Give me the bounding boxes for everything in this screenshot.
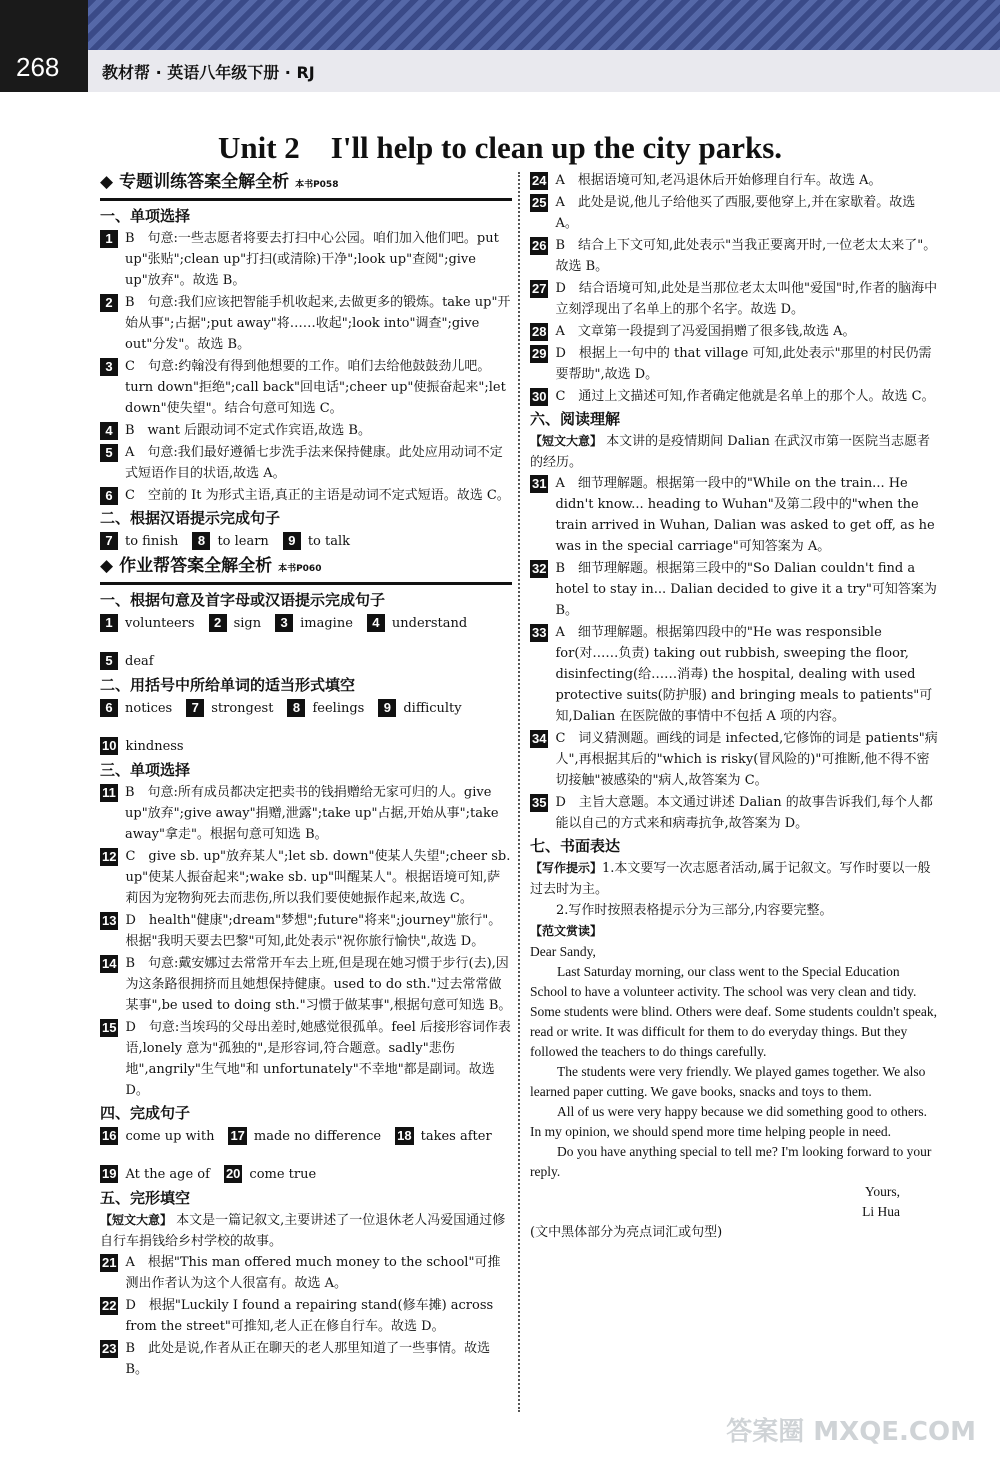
question-number: 5	[100, 652, 118, 670]
subsection-title: 七、书面表达	[530, 837, 621, 855]
question-number: 26	[532, 238, 547, 253]
answer-text: D 主旨大意题。本文通过讲述 Dalian 的故事告诉我们,每个人都能以自己的方式来和病毒抗争,故答案为 D。	[555, 795, 933, 831]
answer-item	[530, 473, 940, 557]
answer-text: deaf	[125, 654, 154, 669]
answer-item	[530, 235, 940, 277]
answer-text: feelings	[312, 701, 365, 716]
model-essay-tag: 【范文赏读】	[530, 924, 603, 938]
answer-text: C give sb. up"放弃某人";let sb. down"使某人失望";cheer sb. up"使某人振奋起来";wake sb. up"叫醒某人"。根据语境可知,萨莉因为宠物狗死去而悲伤,所以我们要使她振作起来,故选 C。	[125, 849, 511, 906]
question-number: 25	[532, 195, 547, 210]
answer-text: B 结合上下文可知,此处表示"当我正要离开时,一位老太太来了"。故选 B。	[555, 238, 937, 274]
question-number: 18	[397, 1128, 412, 1143]
answer-text: B 句意:一些志愿者将要去打扫中心公园。咱们加入他们吧。put up"张贴";clean up"打扫(或清除)干净";look up"查阅";give up"放弃"。故选 B。	[125, 231, 499, 288]
answer-item	[100, 1295, 512, 1337]
section-header-1: ◆ 专题训练答案全解全析 本书P058	[100, 172, 512, 201]
question-number: 21	[102, 1255, 117, 1270]
answer-text: D 结合语境可知,此处是当那位老太太叫他"爱国"时,作者的脑海中立刻浮现出了名单上的那个名字。故选 D。	[555, 281, 938, 317]
answer-item	[530, 192, 940, 234]
answer-text: made no difference	[253, 1129, 382, 1144]
essay-paragraph: All of us were very happy because we did something good to others. In my opinion, we should spend more time helping people in need.	[530, 1104, 928, 1139]
question-number: 4	[100, 422, 118, 440]
page-header	[0, 0, 1000, 92]
subsection-title: 四、完成句子	[100, 1104, 191, 1122]
answer-text: At the age of	[125, 1167, 210, 1182]
answer-item	[275, 612, 353, 636]
answer-item	[100, 910, 512, 952]
answer-item	[100, 1163, 210, 1187]
question-number: 15	[102, 1020, 117, 1035]
answer-item	[530, 792, 940, 834]
answer-text: kindness	[125, 739, 184, 754]
answer-item	[530, 278, 940, 320]
question-number: 7	[100, 532, 118, 550]
answer-text: D 根据上一句中的 that village 可知,此处表示"那里的村民仍需要帮助",故选 D。	[555, 346, 932, 382]
answer-text: A 细节理解题。根据第四段中的"He was responsible for(对……负责) taking out rubbish, sweeping the floor, disinfecting(给……消毒) the hospital, dealing with used protective suits(防护服) and bringing meals to patients"可知,Dalian 在医院做的事情中不包括 A 项的内容。	[555, 625, 933, 724]
answer-text: notices	[125, 701, 173, 716]
essay-greeting: Dear Sandy,	[530, 944, 596, 959]
answer-text: B 句意:所有成员都决定把卖书的钱捐赠给无家可归的人。give up"放弃";give away"捐赠,泄露";take up"占据,开始从事";take away"拿走"。根据句意可知选 B。	[125, 785, 499, 842]
answer-item	[100, 530, 178, 554]
question-number: 16	[102, 1128, 117, 1143]
reading-summary: 【短文大意】 本文讲的是疫情期间 Dalian 在武汉市第一医院当志愿者的经历。	[530, 434, 931, 470]
answer-item	[100, 697, 172, 721]
question-number: 31	[532, 476, 547, 491]
question-number: 1	[100, 614, 118, 632]
question-number: 22	[102, 1298, 117, 1313]
subsection-title: 六、阅读理解	[530, 410, 621, 428]
answer-item	[530, 386, 940, 407]
subsection-title: 五、完形填空	[100, 1189, 191, 1207]
answer-item	[100, 292, 512, 355]
question-number: 8	[192, 532, 210, 550]
question-number: 20	[225, 1166, 241, 1181]
answer-item	[192, 530, 268, 554]
answer-row	[100, 612, 512, 674]
answer-item	[100, 1338, 512, 1380]
answer-item	[100, 442, 512, 484]
question-number: 14	[102, 956, 117, 971]
answer-item	[100, 420, 512, 441]
answer-list	[100, 1252, 512, 1380]
answer-text: A 句意:我们最好遵循七步洗手法来保持健康。此处应用动词不定式短语作目的状语,故选 A。	[125, 445, 503, 481]
essay-closing: Yours,	[864, 1184, 900, 1199]
essay-note: (文中黑体部分为亮点词汇或句型)	[530, 1225, 723, 1240]
page-number: 268	[0, 0, 88, 92]
question-number: 7	[186, 699, 204, 717]
question-number: 2	[209, 614, 227, 632]
essay-paragraph: Do you have anything special to tell me? I'm looking forward to your reply.	[530, 1144, 932, 1179]
answer-item	[100, 1125, 214, 1149]
book-title: 教材帮 · 英语八年级下册 · RJ	[88, 50, 1000, 92]
question-number: 10	[102, 738, 117, 753]
answer-item	[100, 650, 154, 674]
answer-text: B want 后跟动词不定式作宾语,故选 B。	[125, 423, 371, 438]
answer-text: A 此处是说,他儿子给他买了西服,要他穿上,并在家歇着。故选 A。	[555, 195, 916, 231]
answer-item	[530, 170, 940, 191]
watermark-logo: 答案圈 MXQE.COM	[726, 1417, 976, 1447]
answer-text: imagine	[300, 616, 353, 631]
question-number: 29	[532, 346, 547, 361]
answer-item	[100, 735, 184, 759]
answer-text: understand	[391, 616, 468, 631]
essay-signature: Li Hua	[862, 1204, 900, 1219]
writing-tip-2: 2.写作时按照表格提示分为三部分,内容要完整。	[556, 903, 833, 918]
answer-text: strongest	[211, 701, 274, 716]
answer-text: B 句意:我们应该把智能手机收起来,去做更多的锻炼。take up"开始从事";占据";put away"将……收起";look into"调查";give out"分发"。故选 B。	[125, 295, 511, 352]
answer-text: to finish	[125, 534, 179, 549]
answer-item	[530, 558, 940, 621]
answer-item	[186, 697, 273, 721]
question-number: 4	[367, 614, 385, 632]
question-number: 9	[378, 699, 396, 717]
answer-list	[100, 782, 512, 1101]
question-number: 13	[102, 913, 117, 928]
answer-text: A 细节理解题。根据第一段中的"While on the train... He didn't know... heading to Wuhan"及第二段中的"when the train arrived in Wuhan, Dalian was asked to get off, as he was in the special carriage"可知答案为 A。	[555, 476, 935, 554]
cloze-summary: 【短文大意】 本文是一篇记叙文,主要讲述了一位退休老人冯爱国通过修自行车捐钱给乡村学校的故事。	[100, 1213, 506, 1249]
question-number: 17	[230, 1128, 245, 1143]
answer-text: C 词义猜测题。画线的词是 infected,它修饰的词是 patients"病人",再根据其后的"which is risky(冒风险的)"可推断,他不得不密切接触"被感染的"病人,故答案为 C。	[555, 731, 938, 788]
question-number: 12	[102, 849, 117, 864]
question-number: 3	[100, 358, 118, 376]
question-number: 11	[100, 784, 118, 802]
question-number: 1	[100, 230, 118, 248]
answer-text: to learn	[217, 534, 269, 549]
answer-text: C 空前的 It 为形式主语,真正的主语是动词不定式短语。故选 C。	[125, 488, 510, 503]
answer-item	[100, 1252, 512, 1294]
answer-item	[228, 1125, 381, 1149]
answer-item	[530, 321, 940, 342]
question-number: 3	[275, 614, 293, 632]
answer-text: difficulty	[403, 701, 462, 716]
answer-text: takes after	[420, 1129, 492, 1144]
question-number: 34	[532, 731, 547, 746]
subsection-title: 二、根据汉语提示完成句子	[100, 509, 281, 527]
answer-item	[378, 697, 461, 721]
answer-text: come true	[249, 1167, 317, 1182]
subsection-title: 二、用括号中所给单词的适当形式填空	[100, 676, 356, 694]
question-number: 23	[102, 1341, 117, 1356]
subsection-title: 一、单项选择	[100, 207, 191, 225]
left-column	[100, 170, 512, 1381]
question-number: 9	[283, 532, 301, 550]
writing-tips: 【写作提示】1.本文要写一次志愿者活动,属于记叙文。写作时要以一般过去时为主。	[530, 861, 931, 897]
right-column	[530, 170, 940, 1243]
subsection-title: 三、单项选择	[100, 761, 191, 779]
question-number: 35	[532, 795, 547, 810]
question-number: 32	[532, 561, 547, 576]
answer-item	[100, 846, 512, 909]
unit-title: Unit 2 I'll help to clean up the city parks.	[217, 130, 783, 165]
question-number: 19	[102, 1166, 117, 1181]
answer-item	[287, 697, 364, 721]
answer-row	[100, 530, 512, 554]
question-number: 27	[532, 281, 547, 296]
subsection-title: 一、根据句意及首字母或汉语提示完成句子	[100, 591, 386, 609]
answer-text: C 句意:约翰没有得到他想要的工作。咱们去给他鼓鼓劲儿吧。turn down"拒绝";call back"回电话";cheer up"使振奋起来";let down"使失望"。结合句意可知选 C。	[125, 359, 506, 416]
question-number: 5	[100, 444, 118, 462]
answer-text: come up with	[125, 1129, 215, 1144]
essay-paragraph: Last Saturday morning, our class went to the Special Education School to have a volunteer activity. The school was very clean and tidy. Some students were blind. Others were deaf. Some students couldn't speak, read or write. It was difficult for them to do everyday things. But they followed the teachers to do things carefully.	[530, 964, 937, 1059]
answer-text: A 根据语境可知,老冯退休后开始修理自行车。故选 A。	[555, 173, 882, 188]
answer-item	[209, 612, 262, 636]
question-number: 24	[532, 173, 547, 188]
answer-text: D health"健康";dream"梦想";future"将来";journey"旅行"。根据"我明天要去巴黎"可知,此处表示"祝你旅行愉快",故选 D。	[125, 913, 502, 949]
answer-text: to talk	[307, 534, 351, 549]
answer-item	[100, 612, 195, 636]
question-number: 6	[100, 699, 118, 717]
answer-text: D 根据"Luckily I found a repairing stand(修车摊) across from the street"可推知,老人正在修自行车。故选 D。	[125, 1298, 494, 1334]
question-number: 6	[100, 487, 118, 505]
answer-item	[224, 1163, 316, 1187]
question-number: 33	[532, 625, 547, 640]
answer-list	[530, 473, 940, 834]
answer-item	[367, 612, 467, 636]
answer-list	[100, 228, 512, 506]
answer-item	[530, 622, 940, 727]
answer-text: A 文章第一段提到了冯爱国捐赠了很多钱,故选 A。	[555, 324, 856, 339]
answer-text: D 句意:当埃玛的父母出差时,她感觉很孤单。feel 后接形容词作表语,lonely 意为"孤独的",是形容词,符合题意。sadly"悲伤地",angrily"生气地"和 unfortunately"不幸地"都是副词。故选 D。	[125, 1020, 511, 1098]
answer-item	[395, 1125, 492, 1149]
answer-text: sign	[233, 616, 262, 631]
answer-text: B 此处是说,作者从正在聊天的老人那里知道了一些事情。故选 B。	[125, 1341, 491, 1377]
answer-item	[100, 485, 512, 506]
model-essay	[530, 942, 940, 1222]
answer-text: A 根据"This man offered much money to the school"可推测出作者认为这个人很富有。故选 A。	[125, 1255, 501, 1291]
answer-text: B 细节理解题。根据第三段中的"So Dalian couldn't find a hotel to stay in... Dalian decided to give it a try"可知答案为 B。	[555, 561, 937, 618]
answer-item	[530, 728, 940, 791]
essay-paragraph: The students were very friendly. We played games together. We also learned paper cutting. We gave books, snacks and toys to them.	[530, 1064, 926, 1099]
answer-item	[100, 1017, 512, 1101]
answer-text: B 句意:戴安娜过去常常开车去上班,但是现在她习惯于步行(去),因为这条路很拥挤而且她想保持健康。used to do sth."过去常常做某事",be used to doing sth."习惯于做某事",根据句意可知选 B。	[125, 956, 512, 1013]
question-number: 2	[100, 294, 118, 312]
answer-item	[100, 953, 512, 1016]
section-header-2: ◆ 作业帮答案全解全析 本书P060	[100, 556, 512, 585]
column-divider	[518, 172, 520, 1412]
header-band	[88, 0, 1000, 50]
question-number: 30	[532, 389, 547, 404]
answer-item	[100, 228, 512, 291]
question-number: 28	[532, 324, 547, 339]
answer-item	[530, 343, 940, 385]
answer-item	[283, 530, 350, 554]
answer-row	[100, 1125, 512, 1187]
answer-list	[530, 170, 940, 407]
answer-text: volunteers	[125, 616, 195, 631]
answer-item	[100, 356, 512, 419]
answer-text: C 通过上文描述可知,作者确定他就是名单上的那个人。故选 C。	[555, 389, 935, 404]
question-number: 8	[287, 699, 305, 717]
answer-row	[100, 697, 512, 759]
answer-item	[100, 782, 512, 845]
